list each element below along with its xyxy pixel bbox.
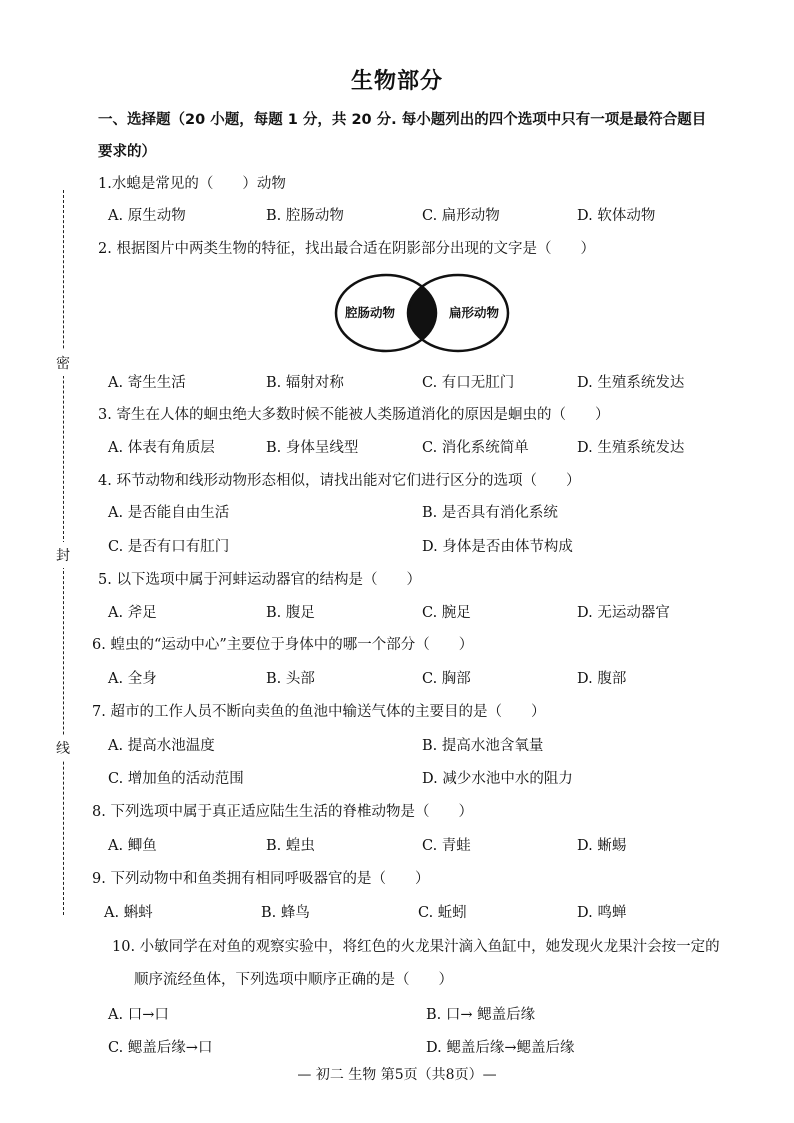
question-3-option-b: B. 身体呈线型: [266, 440, 359, 456]
question-3-option-a: A. 体表有角质层: [108, 440, 215, 456]
question-4-option-b: B. 是否具有消化系统: [422, 505, 558, 521]
venn-left-label: 腔肠动物: [344, 305, 396, 320]
question-10-stem: 10. 小敏同学在对鱼的观察实验中，将红色的火龙果汁滴入鱼缸中，她发现火龙果汁会按一定的: [112, 939, 720, 955]
question-8-stem: 8. 下列选项中属于真正适应陆生生活的脊椎动物是（ ）: [92, 804, 473, 820]
question-2-option-a: A. 寄生生活: [108, 375, 186, 391]
section-heading-line2: 要求的）: [98, 144, 156, 160]
question-2-option-b: B. 辐射对称: [266, 375, 344, 391]
question-2-stem: 2. 根据图片中两类生物的特征，找出最合适在阴影部分出现的文字是（ ）: [98, 241, 595, 257]
question-2-option-c: C. 有口无肛门: [422, 375, 515, 391]
venn-right-label: 扁形动物: [448, 305, 500, 320]
question-9-option-a: A. 蝌蚪: [104, 905, 153, 921]
question-6-option-c: C. 胸部: [422, 671, 471, 687]
question-8-option-c: C. 青蛙: [422, 838, 471, 854]
question-3-option-c: C. 消化系统简单: [422, 440, 529, 456]
section-heading-line1: 一、选择题（20 小题，每题 1 分，共 20 分. 每小题列出的四个选项中只有一项是最符合题目: [98, 112, 707, 128]
question-6-option-a: A. 全身: [108, 671, 157, 687]
question-6-option-d: D. 腹部: [577, 671, 627, 687]
question-10-option-c: C. 鳃盖后缘→口: [108, 1040, 213, 1056]
question-7-option-d: D. 减少水池中水的阻力: [422, 771, 573, 787]
question-5-option-d: D. 无运动器官: [577, 605, 670, 621]
question-1-option-b: B. 腔肠动物: [266, 208, 344, 224]
page-footer: — 初二 生物 第5页（共8页）—: [297, 1067, 497, 1083]
question-5-stem: 5. 以下选项中属于河蚌运动器官的结构是（ ）: [98, 572, 421, 588]
question-4-option-c: C. 是否有口有肛门: [108, 539, 230, 555]
question-5-option-c: C. 腕足: [422, 605, 471, 621]
question-2-option-d: D. 生殖系统发达: [577, 375, 685, 391]
question-5-option-b: B. 腹足: [266, 605, 315, 621]
question-7-stem: 7. 超市的工作人员不断向卖鱼的鱼池中输送气体的主要目的是（ ）: [92, 704, 546, 720]
question-3-stem: 3. 寄生在人体的蛔虫绝大多数时候不能被人类肠道消化的原因是蛔虫的（ ）: [98, 407, 610, 423]
venn-diagram: [334, 272, 510, 354]
question-4-option-d: D. 身体是否由体节构成: [422, 539, 573, 555]
question-6-option-b: B. 头部: [266, 671, 315, 687]
question-6-stem: 6. 蝗虫的“运动中心”主要位于身体中的哪一个部分（ ）: [92, 637, 474, 653]
question-9-option-d: D. 鸣蝉: [577, 905, 627, 921]
question-10-option-a: A. 口→口: [108, 1007, 169, 1023]
margin-label-seal-2: 封: [52, 542, 74, 568]
question-1-option-d: D. 软体动物: [577, 208, 656, 224]
question-8-option-d: D. 蜥蜴: [577, 838, 627, 854]
question-8-option-b: B. 蝗虫: [266, 838, 315, 854]
question-3-option-d: D. 生殖系统发达: [577, 440, 685, 456]
question-9-stem: 9. 下列动物中和鱼类拥有相同呼吸器官的是（ ）: [92, 871, 430, 887]
question-8-option-a: A. 鲫鱼: [108, 838, 157, 854]
question-4-option-a: A. 是否能自由生活: [108, 505, 230, 521]
question-1-stem: 1.水螅是常见的（ ）动物: [98, 176, 286, 192]
question-7-option-b: B. 提高水池含氧量: [422, 738, 544, 754]
margin-label-line: 线: [52, 735, 74, 761]
question-9-option-c: C. 蚯蚓: [418, 905, 467, 921]
question-10-option-b: B. 口→ 鳃盖后缘: [426, 1007, 536, 1023]
question-9-option-b: B. 蜂鸟: [261, 905, 310, 921]
question-1-option-c: C. 扁形动物: [422, 208, 500, 224]
question-1-option-a: A. 原生动物: [108, 208, 186, 224]
question-10-stem-line2: 顺序流经鱼体，下列选项中顺序正确的是（ ）: [134, 972, 453, 988]
question-4-stem: 4. 环节动物和线形动物形态相似，请找出能对它们进行区分的选项（ ）: [98, 473, 581, 489]
question-10-option-d: D. 鳃盖后缘→鳃盖后缘: [426, 1040, 575, 1056]
question-7-option-a: A. 提高水池温度: [108, 738, 215, 754]
page-title: 生物部分: [350, 69, 443, 94]
question-5-option-a: A. 斧足: [108, 605, 157, 621]
margin-label-seal: 密: [52, 350, 74, 376]
question-7-option-c: C. 增加鱼的活动范围: [108, 771, 244, 787]
